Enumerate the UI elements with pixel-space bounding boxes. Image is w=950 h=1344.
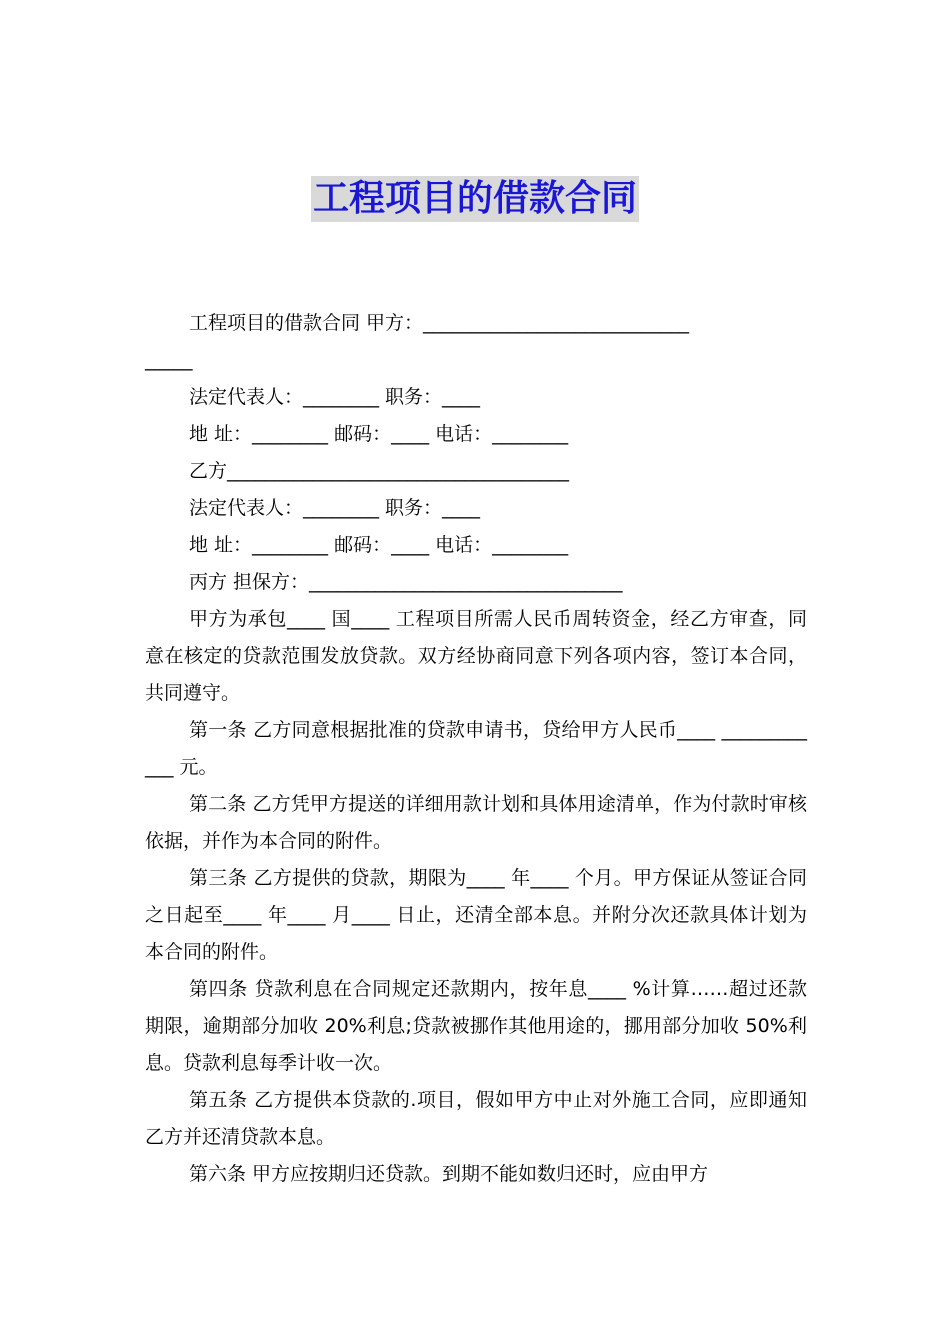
document-title: 工程项目的借款合同 <box>311 176 639 222</box>
document-body <box>145 305 807 1193</box>
article-5-paragraph: 第五条 乙方提供本贷款的.项目，假如甲方中止对外施工合同，应即通知乙方并还清贷款本息。 <box>145 1089 807 1148</box>
party-a-address-line: 地 址：________ 邮码：____ 电话：________ <box>189 423 569 445</box>
intro-paragraph: 甲方为承包____ 国____ 工程项目所需人民币周转资金，经乙方审查，同意在核定的贷款范围发放贷款。双方经协商同意下列各项内容，签订本合同，共同遵守。 <box>145 608 807 704</box>
party-b-address-line: 地 址：________ 邮码：____ 电话：________ <box>189 534 569 556</box>
article-4-paragraph: 第四条 贷款利息在合同规定还款期内，按年息____ %计算……超过还款期限，逾期部分加收 20%利息;贷款被挪作其他用途的，挪用部分加收 50%利息。贷款利息每季计收一次。 <box>145 978 807 1074</box>
party-a-heading-line: 工程项目的借款合同 甲方：____________________________ <box>189 312 690 334</box>
article-1-paragraph: 第一条 乙方同意根据批准的贷款申请书，贷给甲方人民币____ ____________ 元。 <box>145 719 807 778</box>
title-container <box>0 176 950 222</box>
party-b-line: 乙方____________________________________ <box>189 460 570 482</box>
party-a-heading-continuation: _____ <box>145 349 193 371</box>
party-b-representative-line: 法定代表人：________ 职务：____ <box>189 497 481 519</box>
article-6-paragraph: 第六条 甲方应按期归还贷款。到期不能如数归还时，应由甲方 <box>189 1163 709 1185</box>
party-c-guarantor-line: 丙方 担保方：_________________________________ <box>189 571 623 593</box>
party-a-representative-line: 法定代表人：________ 职务：____ <box>189 386 481 408</box>
article-3-paragraph: 第三条 乙方提供的贷款，期限为____ 年____ 个月。甲方保证从签证合同之日起至____ 年____ 月____ 日止，还清全部本息。并附分次还款具体计划为本合同的附件。 <box>145 867 807 963</box>
article-2-paragraph: 第二条 乙方凭甲方提送的详细用款计划和具体用途清单，作为付款时审核依据，并作为本合同的附件。 <box>145 793 807 852</box>
